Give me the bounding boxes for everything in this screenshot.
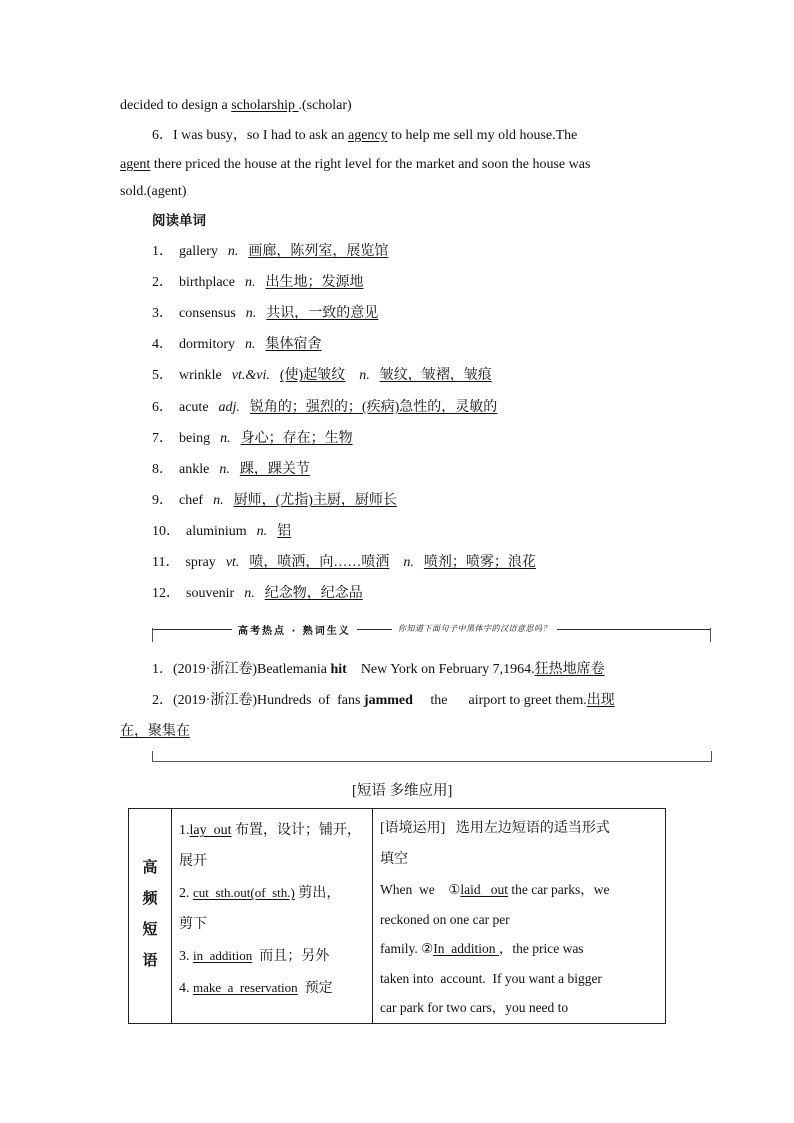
word-meaning: 锐角的；强烈的；(疾病)急性的，灵敏的: [249, 399, 498, 415]
word-english: birthplace: [179, 275, 235, 291]
part-of-speech: n.: [403, 555, 414, 570]
word-english: acute: [179, 399, 209, 415]
phrase-item: [172, 815, 372, 846]
banner-bottom-bracket: [152, 751, 712, 762]
answer-blank: scholarship: [231, 98, 299, 113]
phrase-meaning: 剪出，: [294, 886, 341, 901]
part-of-speech: vt.&vi.: [231, 368, 270, 384]
sentence-text: to help me sell my old house.The: [387, 128, 578, 143]
table-left-header: [129, 809, 172, 1024]
context-text: taken into account. If you want a bigger: [380, 970, 602, 986]
sentence-text: the airport to greet them.: [412, 693, 587, 708]
item-number: 4.: [179, 981, 193, 996]
phrase-item-cont: [172, 909, 372, 940]
word-english: consensus: [179, 306, 236, 322]
item-6-line-3: [120, 182, 186, 202]
context-text-line: [373, 993, 665, 1023]
header-char: 短: [142, 922, 158, 938]
sentence-text: .(scholar): [298, 98, 352, 113]
reading-word-item: [152, 584, 363, 604]
reading-word-item: [152, 242, 388, 262]
sentence-text: New York on February 7,1964.: [346, 662, 535, 677]
reading-word-item: [152, 553, 536, 573]
item-number: 11．: [152, 555, 180, 570]
bold-keyword: jammed: [363, 693, 413, 708]
reading-word-item: [152, 522, 291, 542]
phrase-answer: in addition: [193, 948, 253, 963]
hot-item-1: [152, 660, 605, 680]
word-meaning: 踝，踝关节: [239, 461, 310, 477]
word-english: spray: [185, 555, 216, 570]
reading-word-item: [152, 335, 322, 355]
item-6-line: [152, 126, 577, 146]
banner-rule-left: [152, 629, 232, 630]
reading-word-item: [152, 491, 397, 511]
reading-word-item: [152, 460, 310, 480]
header-char: 高: [142, 860, 158, 876]
word-meaning: 集体宿舍: [265, 337, 322, 353]
word-meaning: 画廊，陈列室，展览馆: [248, 244, 389, 259]
item-number: 4．: [152, 337, 173, 353]
word-meaning: 喷，喷洒，向……喷洒: [249, 555, 390, 570]
phrase-item-cont: [172, 846, 372, 877]
sentence-text: Hundreds of fans: [257, 693, 364, 708]
sentence-line-1: [120, 96, 352, 116]
context-text-line: [373, 875, 665, 905]
context-text: the car parks，we: [507, 882, 610, 897]
word-english: chef: [179, 492, 204, 508]
word-meaning: 皱纹，皱褶，皱痕: [379, 368, 492, 384]
sentence-text: Beatlemania: [257, 662, 331, 677]
hot-item-2: [152, 691, 615, 711]
phrase-meaning: 布置，设计；铺开，: [231, 823, 361, 838]
word-meaning: 铝: [277, 523, 292, 539]
word-english: gallery: [179, 244, 218, 259]
phrase-item: [172, 940, 372, 972]
hot-topic-banner: [152, 618, 710, 640]
word-english: aluminium: [186, 523, 247, 539]
context-text-line: [373, 905, 665, 935]
item-number: 1．: [152, 244, 173, 259]
part-of-speech: n.: [219, 461, 230, 477]
phrase-answer: cut sth.out(of sth.): [193, 885, 295, 900]
part-of-speech: n.: [213, 492, 224, 508]
context-text: When we ①: [380, 882, 461, 897]
reading-word-item: [152, 366, 492, 386]
word-english: being: [179, 430, 211, 446]
item-number: 7．: [152, 430, 173, 446]
source-tag: (2019·浙江卷): [173, 693, 257, 708]
header-char: 语: [142, 953, 158, 969]
part-of-speech: vt.: [225, 555, 240, 570]
word-meaning: 喷剂；喷雾；浪花: [423, 555, 536, 570]
item-number: 9．: [152, 492, 173, 508]
phrase-answer: make a reservation: [193, 980, 298, 995]
item-number: 3.: [179, 949, 193, 964]
hot-item-2-cont: [120, 722, 190, 742]
bold-keyword: hit: [330, 662, 347, 677]
phrase-list-cell: [172, 809, 373, 1024]
answer-blank: 狂热地席卷: [534, 662, 605, 677]
phrase-item: [172, 877, 372, 909]
item-number: 2．: [152, 275, 173, 291]
item-number: 6．: [152, 128, 173, 143]
item-number: 1．: [152, 662, 173, 677]
item-number: 5．: [152, 368, 173, 384]
context-text-line: [373, 934, 665, 964]
part-of-speech: n.: [244, 586, 255, 602]
answer-blank: 出现: [586, 693, 615, 708]
phrase-answer: lay out: [189, 823, 232, 838]
part-of-speech: n.: [245, 337, 256, 353]
part-of-speech: n.: [244, 275, 256, 291]
sentence-text: I was busy，so I had to ask an: [173, 128, 348, 143]
sentence-text: there priced the house at the right level for the market and soon the house was: [150, 157, 591, 172]
context-text: ，the price was: [498, 941, 584, 956]
part-of-speech: n.: [220, 430, 231, 446]
reading-word-item: [152, 304, 378, 324]
banner-title: 高考热点 · 熟词生义: [232, 622, 357, 637]
phrase-table: [128, 808, 666, 1024]
item-number: 2.: [179, 886, 193, 901]
context-instruction-cont: [373, 844, 665, 875]
banner-bracket-right: [710, 628, 711, 642]
sentence-text: decided to design a: [120, 98, 232, 113]
part-of-speech: n.: [359, 368, 370, 384]
item-number: 3．: [152, 306, 173, 322]
item-6-line-2: [120, 155, 590, 175]
phrase-meaning: 而且；另外: [252, 949, 330, 964]
item-number: 8．: [152, 461, 173, 477]
phrases-heading: [短语 多维应用]: [352, 783, 453, 799]
answer-blank: agency: [347, 128, 388, 143]
word-meaning: 厨师，(尤指)主厨，厨师长: [233, 492, 397, 508]
word-meaning: 纪念物，纪念品: [264, 586, 363, 602]
reading-word-item: [152, 398, 497, 418]
answer-blank: agent: [120, 157, 151, 172]
context-instruction: [373, 813, 665, 844]
word-english: wrinkle: [179, 368, 222, 384]
source-tag: (2019·浙江卷): [173, 662, 257, 677]
banner-bracket-left: [152, 628, 153, 642]
context-text: reckoned on one car per: [380, 911, 510, 927]
context-answer: In addition: [433, 941, 499, 956]
section-heading-reading-words: 阅读单词: [152, 213, 206, 229]
reading-word-item: [152, 429, 353, 449]
context-instruction-text: 填空: [380, 852, 408, 867]
item-number: 12．: [152, 586, 180, 602]
item-number: 10．: [152, 523, 180, 539]
context-label: [语境运用]: [380, 821, 446, 836]
word-meaning: (使)起皱纹: [279, 368, 346, 384]
part-of-speech: n.: [227, 244, 239, 259]
context-answer: laid out: [460, 882, 508, 897]
part-of-speech: adj.: [218, 399, 240, 415]
header-char: 频: [142, 891, 158, 907]
phrase-meaning: 剪下: [179, 917, 207, 932]
word-meaning: 出生地；发源地: [265, 275, 364, 291]
item-number: 1.: [179, 823, 190, 838]
item-number: 6．: [152, 399, 173, 415]
reading-word-item: [152, 273, 363, 293]
banner-subtitle: 你知道下面句子中黑体字的汉语意思吗？: [392, 623, 557, 634]
answer-blank: 在，聚集在: [120, 724, 190, 739]
word-english: souvenir: [186, 586, 235, 602]
context-text: car park for two cars，you need to: [380, 1000, 569, 1015]
word-meaning: 共识，一致的意见: [266, 306, 379, 322]
word-english: ankle: [179, 461, 210, 477]
context-instruction-text: 选用左边短语的适当形式: [445, 821, 610, 836]
context-text-line: [373, 964, 665, 994]
part-of-speech: n.: [245, 306, 257, 322]
item-number: 2．: [152, 693, 173, 708]
word-english: dormitory: [179, 337, 235, 353]
phrase-item: [172, 972, 372, 1004]
context-exercise-cell: [373, 809, 666, 1024]
part-of-speech: n.: [256, 523, 268, 539]
context-text: family. ②: [380, 941, 434, 956]
phrase-meaning: 展开: [179, 854, 207, 869]
sentence-text: sold.(agent): [120, 184, 187, 199]
phrase-meaning: 预定: [297, 981, 333, 996]
word-meaning: 身心；存在；生物: [240, 430, 353, 446]
